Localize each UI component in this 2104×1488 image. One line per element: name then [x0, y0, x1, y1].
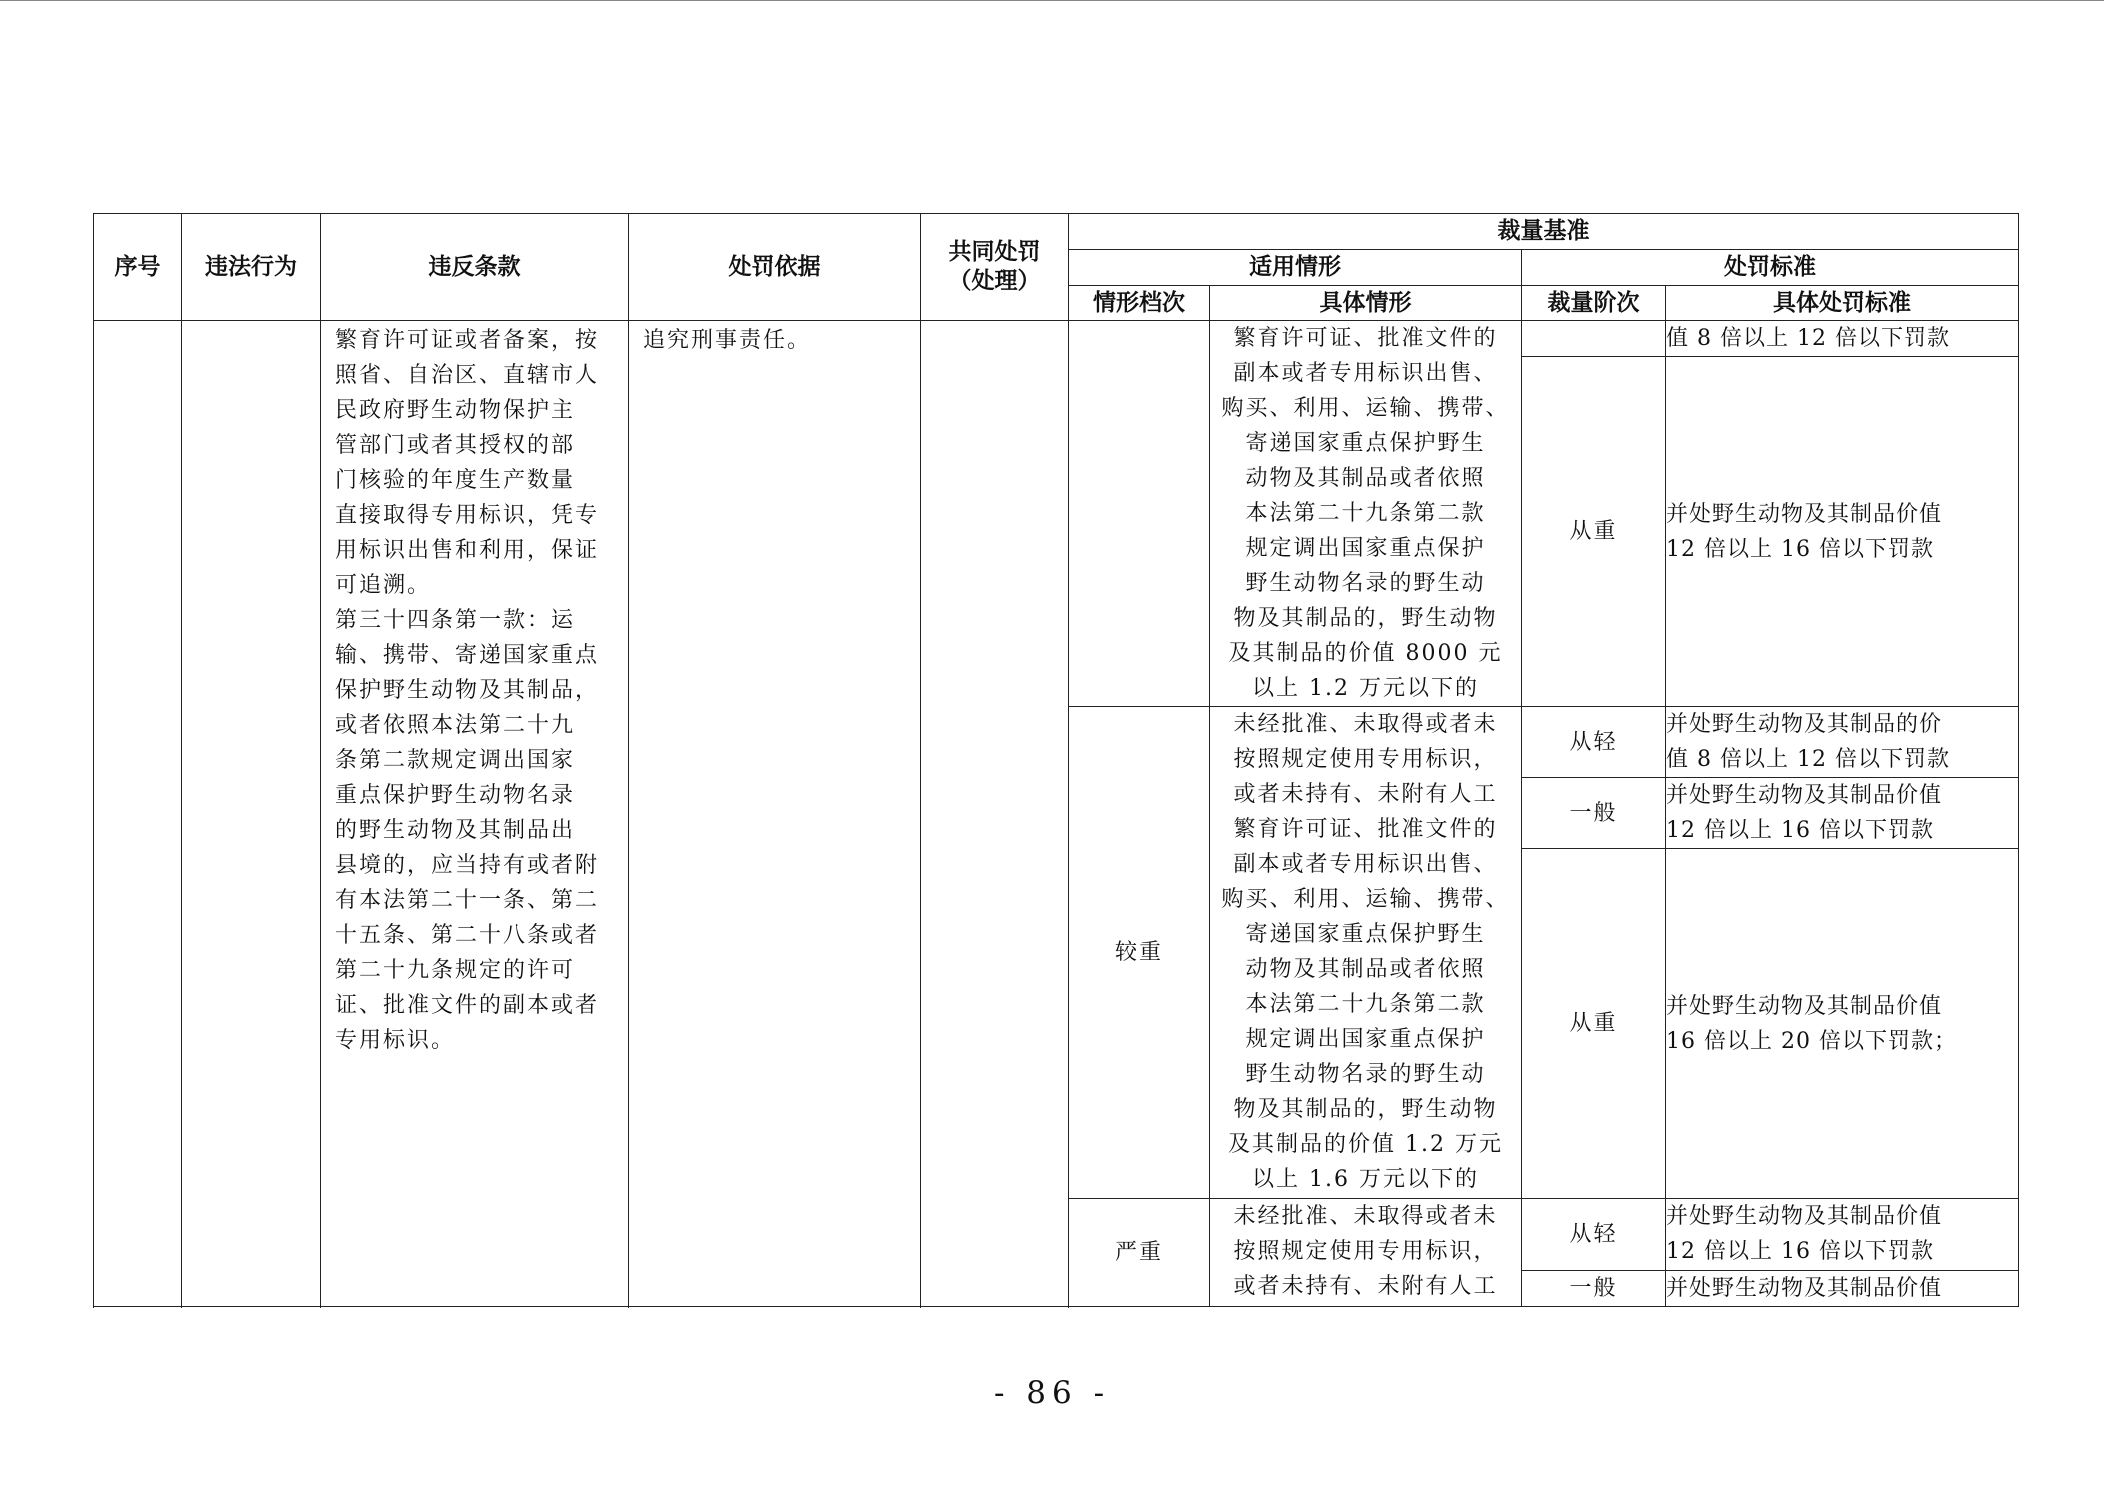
penalty-standard-cell: [1666, 357, 2019, 707]
header-discretion-standard: 裁量基准: [1069, 214, 2019, 250]
situation-line: 本法第二十九条第二款: [1245, 501, 1486, 526]
header-violated-clause: 违反条款: [321, 214, 629, 321]
clause-line: 管部门或者其授权的部: [335, 433, 576, 458]
situation-line: 以上 1.6 万元以下的: [1252, 1167, 1479, 1192]
situation-line: 动物及其制品或者依照: [1245, 466, 1486, 491]
clause-line: 门核验的年度生产数量: [335, 468, 576, 493]
situation-line: 繁育许可证、批准文件的: [1233, 326, 1498, 351]
header-specific-situation: 具体情形: [1210, 286, 1522, 321]
situation-line: 及其制品的价值 8000 元: [1228, 641, 1503, 666]
clause-line: 第二十九条规定的许可: [335, 958, 576, 983]
penalty-standard-text: [1666, 497, 2018, 567]
clause-line: 或者依照本法第二十九: [335, 713, 576, 738]
standard-line: 值 8 倍以上 12 倍以下罚款: [1666, 747, 1950, 772]
situation-line: 寄递国家重点保护野生: [1245, 431, 1486, 456]
clause-line: 直接取得专用标识，凭专: [335, 503, 600, 528]
penalty-standard-text: [1666, 989, 2018, 1059]
clause-line: 县境的，应当持有或者附: [335, 853, 600, 878]
clause-line: 证、批准文件的副本或者: [335, 993, 600, 1018]
penalty-standard-text: [1666, 1199, 2018, 1269]
situation-line: 按照规定使用专用标识，: [1233, 747, 1498, 772]
clause-line: 重点保护野生动物名录: [335, 783, 576, 808]
penalty-standard-text: [1666, 707, 2018, 777]
situation-level-cell-3: 严重: [1069, 1199, 1210, 1307]
situation-line: 野生动物名录的野生动: [1245, 1062, 1486, 1087]
discretion-grade-cell: 从轻: [1522, 707, 1666, 778]
discretion-grade-cell: 一般: [1522, 1271, 1666, 1307]
discretion-grade-cell: [1522, 321, 1666, 357]
clause-line: 专用标识。: [335, 1028, 456, 1053]
penalty-standard-cell: [1666, 1199, 2019, 1271]
standard-line: 并处野生动物及其制品价值: [1666, 783, 1943, 808]
standard-line: 并处野生动物及其制品价值: [1666, 1276, 1943, 1301]
penalty-standard-cell: [1666, 1271, 2019, 1307]
violation-cell: [182, 321, 321, 1307]
clause-line: 输、携带、寄递国家重点: [335, 643, 600, 668]
penalty-discretion-table: [93, 213, 2019, 1307]
situation-line: 未经批准、未取得或者未: [1233, 712, 1498, 737]
penalty-basis-text: 追究刑事责任。: [643, 328, 812, 353]
page-top-border: [0, 0, 2104, 1]
situation-level-cell-2: 较重: [1069, 707, 1210, 1199]
discretion-grade-cell: 一般: [1522, 778, 1666, 849]
situation-line: 规定调出国家重点保护: [1245, 1027, 1486, 1052]
header-joint-penalty: [921, 214, 1069, 321]
situation-line: 按照规定使用专用标识，: [1233, 1239, 1498, 1264]
penalty-basis-cell: [629, 321, 921, 1307]
clause-line: 照省、自治区、直辖市人: [335, 363, 600, 388]
standard-line: 并处野生动物及其制品价值: [1666, 1204, 1943, 1229]
situation-line: 副本或者专用标识出售、: [1233, 361, 1498, 386]
header-specific-penalty-standard: 具体处罚标准: [1666, 286, 2019, 321]
header-joint-penalty-line1: 共同处罚: [948, 239, 1041, 265]
header-joint-penalty-line2: （处理）: [948, 268, 1041, 294]
standard-line: 并处野生动物及其制品价值: [1666, 993, 1943, 1019]
standard-line: 12 倍以上 16 倍以下罚款: [1666, 818, 1934, 843]
clause-line: 第三十四条第一款：运: [335, 608, 576, 633]
situation-line: 购买、利用、运输、携带、: [1221, 396, 1510, 421]
standard-line: 12 倍以上 16 倍以下罚款: [1666, 1239, 1934, 1264]
penalty-standard-cell: [1666, 778, 2019, 849]
clause-line: 有本法第二十一条、第二: [335, 888, 600, 913]
situation-line: 未经批准、未取得或者未: [1233, 1204, 1498, 1229]
specific-situation-cell-1: [1210, 321, 1522, 707]
standard-line: 并处野生动物及其制品的价: [1666, 712, 1943, 737]
situation-line: 副本或者专用标识出售、: [1233, 852, 1498, 877]
standard-line: 12 倍以上 16 倍以下罚款: [1666, 536, 1934, 562]
situation-line: 以上 1.2 万元以下的: [1252, 676, 1479, 701]
joint-penalty-cell: [921, 321, 1069, 1307]
specific-situation-text-1: [1210, 321, 1521, 706]
page-number: - 86 -: [993, 1375, 1111, 1411]
specific-situation-cell-2: [1210, 707, 1522, 1199]
discretion-grade-cell: 从轻: [1522, 1199, 1666, 1271]
clause-line: 的野生动物及其制品出: [335, 818, 576, 843]
situation-line: 繁育许可证、批准文件的: [1233, 817, 1498, 842]
situation-line: 及其制品的价值 1.2 万元: [1228, 1132, 1503, 1157]
penalty-standard-cell: [1666, 707, 2019, 778]
discretion-grade-cell: 从重: [1522, 849, 1666, 1199]
specific-situation-text-2: [1210, 707, 1521, 1197]
standard-line: 16 倍以上 20 倍以下罚款；: [1666, 1028, 1957, 1054]
penalty-standard-cell: [1666, 849, 2019, 1199]
situation-line: 寄递国家重点保护野生: [1245, 922, 1486, 947]
situation-line: 物及其制品的，野生动物: [1233, 1097, 1498, 1122]
specific-situation-text-3: [1210, 1199, 1521, 1304]
situation-line: 规定调出国家重点保护: [1245, 536, 1486, 561]
header-situation-level: 情形档次: [1069, 286, 1210, 321]
clause-line: 条第二款规定调出国家: [335, 748, 576, 773]
situation-level-cell-1: [1069, 321, 1210, 707]
situation-line: 野生动物名录的野生动: [1245, 571, 1486, 596]
violated-clause-text: [321, 321, 628, 1058]
penalty-standard-text: [1666, 1271, 2018, 1306]
clause-line: 保护野生动物及其制品，: [335, 678, 600, 703]
clause-line: 繁育许可证或者备案，按: [335, 328, 600, 353]
clause-line: 民政府野生动物保护主: [335, 398, 576, 423]
situation-line: 或者未持有、未附有人工: [1233, 782, 1498, 807]
header-penalty-standard: 处罚标准: [1522, 250, 2019, 286]
seq-cell: [94, 321, 182, 1307]
table-row: [94, 321, 2019, 357]
situation-line: 或者未持有、未附有人工: [1233, 1274, 1498, 1299]
standard-line: 并处野生动物及其制品价值: [1666, 501, 1943, 527]
header-applicable-situation: 适用情形: [1069, 250, 1522, 286]
situation-line: 物及其制品的，野生动物: [1233, 606, 1498, 631]
header-penalty-basis: 处罚依据: [629, 214, 921, 321]
header-discretion-level: 裁量阶次: [1522, 286, 1666, 321]
clause-line: 十五条、第二十八条或者: [335, 923, 600, 948]
clause-line: 用标识出售和利用，保证: [335, 538, 600, 563]
penalty-standard-cell: [1666, 321, 2019, 357]
situation-line: 购买、利用、运输、携带、: [1221, 887, 1510, 912]
header-violation: 违法行为: [182, 214, 321, 321]
situation-line: 动物及其制品或者依照: [1245, 957, 1486, 982]
specific-situation-cell-3: [1210, 1199, 1522, 1307]
clause-line: 可追溯。: [335, 573, 432, 598]
discretion-grade-cell: 从重: [1522, 357, 1666, 707]
violated-clause-cell: [321, 321, 629, 1307]
penalty-standard-text: [1666, 321, 2018, 356]
situation-line: 本法第二十九条第二款: [1245, 992, 1486, 1017]
standard-line: 值 8 倍以上 12 倍以下罚款: [1666, 326, 1950, 351]
header-seq: 序号: [94, 214, 182, 321]
penalty-standard-text: [1666, 778, 2018, 848]
